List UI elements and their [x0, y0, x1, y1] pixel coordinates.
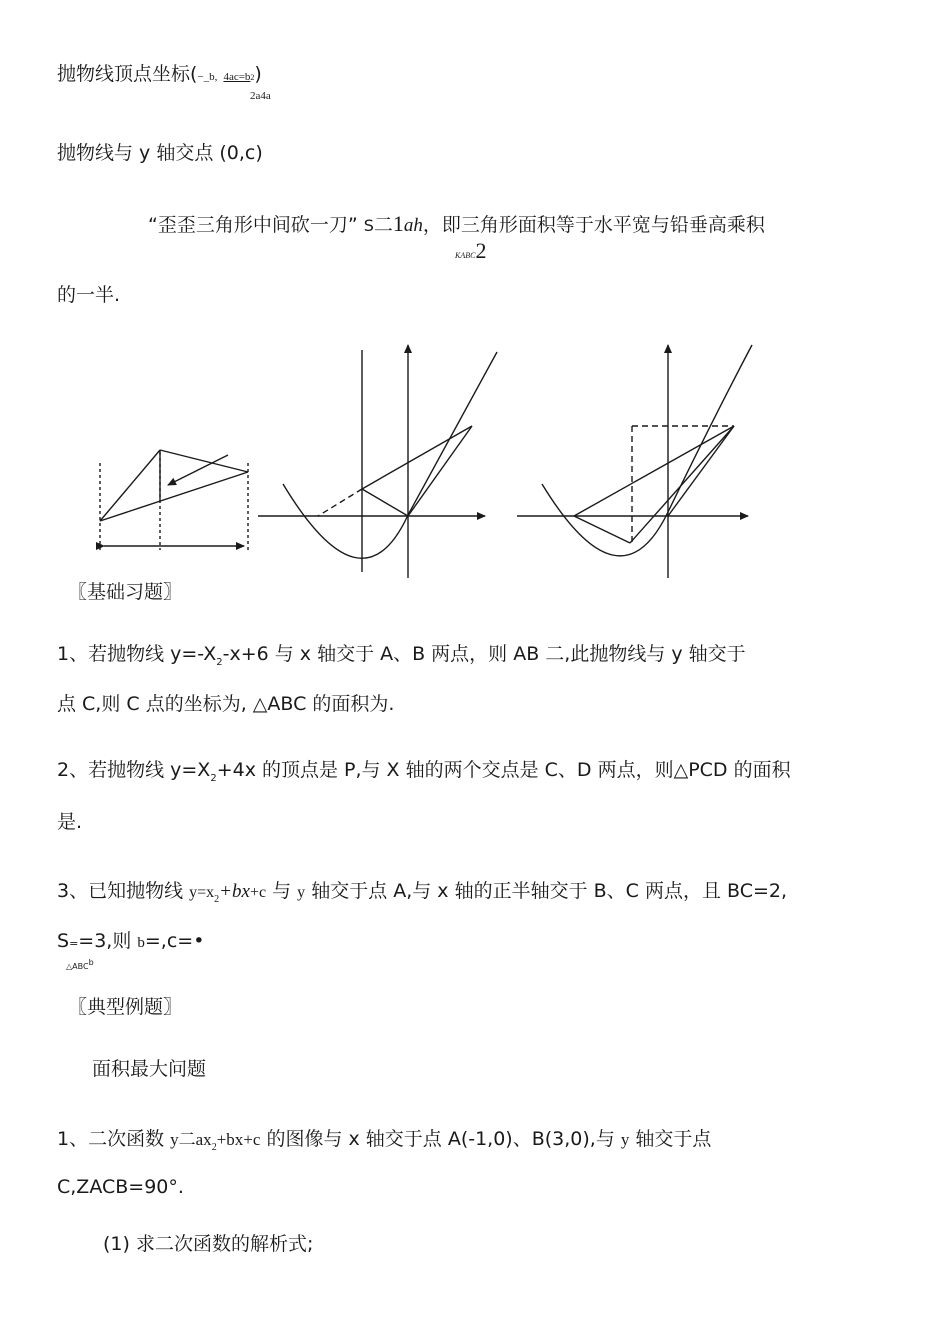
- q3-under-abc: △ABC: [66, 962, 89, 971]
- figure-1-triangle: [100, 450, 248, 553]
- vertex-close-paren: ): [254, 63, 262, 85]
- question-3-line-1: [57, 880, 787, 904]
- ex1-y2: y: [620, 1130, 630, 1149]
- vertex-denominator: 2a4a: [250, 90, 271, 102]
- figure-3-parabola: [517, 345, 752, 578]
- ex1-text-b: 的图像与 x 轴交于点 A(-1,0)、B(3,0),与: [260, 1128, 621, 1150]
- question-3-line-2: [57, 930, 204, 953]
- q2-text-b: +4x 的顶点是 P,与 X 轴的两个交点是 C、D 两点，则△PCD 的面积: [216, 759, 791, 781]
- ex1-text-c: 轴交于点: [629, 1128, 712, 1150]
- vertex-numerator-sup: 2: [250, 73, 255, 82]
- cut-method-ah: ah: [403, 215, 423, 236]
- q2-text-a: 2、若抛物线 y=X: [57, 759, 211, 781]
- example-1-line-1: [57, 1128, 711, 1151]
- section-basic-exercises: 〖基础习题〗: [68, 581, 183, 603]
- cut-method-continuation: 的一半.: [57, 284, 121, 306]
- example-1-line-2: C,ZACB=90°.: [57, 1176, 184, 1198]
- ex1-sub: 2: [211, 1142, 217, 1153]
- q3-under-label: [66, 952, 94, 975]
- q3-text-a: 3、已知抛物线: [57, 880, 190, 902]
- q3-text-b: 与: [266, 880, 298, 902]
- q3-s: S: [57, 930, 70, 952]
- cut-method-two: 2: [475, 238, 487, 263]
- q3-b: b: [137, 935, 145, 951]
- vertex-formula-label: 抛物线顶点坐标: [57, 63, 191, 85]
- ex1-rest: +bx+c: [216, 1130, 261, 1149]
- q3-sub: 2: [214, 894, 220, 905]
- q3-text-end: =,c=•: [144, 930, 205, 952]
- ex1-text-a: 1、二次函数: [57, 1128, 171, 1150]
- q3-y: y=x: [189, 884, 215, 901]
- vertex-numerator: 4ac=b: [223, 71, 251, 83]
- q1-sub: 2: [216, 657, 223, 668]
- question-2-line-2: 是.: [57, 811, 83, 833]
- vertex-minus-b: −_b,: [197, 71, 218, 83]
- q3-bx: +bx: [219, 881, 250, 902]
- question-1-line-2: 点 C,则 C 点的坐标为, △ABC 的面积为.: [57, 693, 395, 715]
- figure-2-parabola: [258, 345, 497, 578]
- y-intercept-formula: 抛物线与 y 轴交点 (0,c): [57, 142, 263, 164]
- subsection-max-area: 面积最大问题: [92, 1058, 207, 1080]
- cut-method-one: 1: [392, 211, 404, 236]
- question-2-line-1: [57, 759, 791, 782]
- cut-method-eq: 二: [373, 214, 393, 236]
- q2-sub: 2: [210, 773, 217, 784]
- vertex-open-paren: (: [190, 63, 198, 85]
- cut-method-rest: ，即三角形面积等于水平宽与铅垂高乘积: [422, 214, 765, 236]
- q3-text-mid: =3,则: [78, 930, 138, 952]
- cut-method-kabc: KABC: [455, 251, 476, 260]
- q3-under-b: b: [88, 958, 94, 967]
- cut-method-s: S: [363, 216, 374, 235]
- q3-c: +c: [249, 884, 267, 901]
- example-1-part-1: (1) 求二次函数的解析式;: [103, 1233, 314, 1255]
- section-typical-examples: 〖典型例题〗: [68, 996, 183, 1018]
- figures-svg: [0, 0, 950, 600]
- q3-text-d: 轴交于点 A,与 x 轴的正半轴交于 B、C 两点，且 BC=2,: [305, 880, 788, 902]
- q1-text-b: -x+6 与 x 轴交于 A、B 两点，则 AB 二,此抛物线与 y 轴交于: [222, 643, 746, 665]
- q1-text-a: 1、若抛物线 y=-X: [57, 643, 217, 665]
- cut-method-quote: “歪歪三角形中间砍一刀”: [148, 214, 358, 236]
- question-1-line-1: [57, 643, 746, 666]
- ex1-y: y二ax: [170, 1130, 212, 1149]
- q3-y2: y: [297, 884, 306, 901]
- q3-s-sub: =: [69, 937, 79, 950]
